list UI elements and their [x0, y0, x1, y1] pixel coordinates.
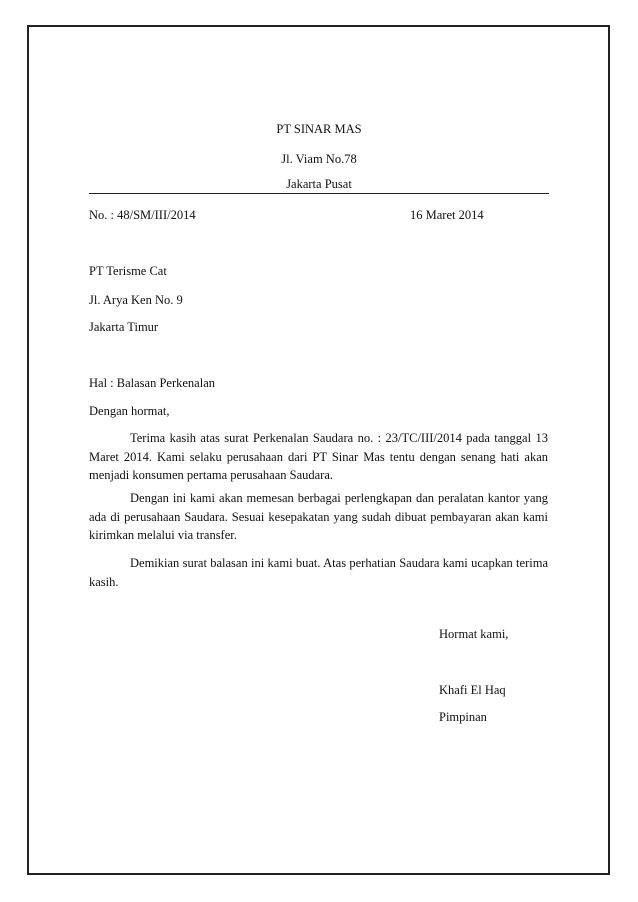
- recipient-name: PT Terisme Cat: [89, 264, 167, 278]
- body-paragraph: Terima kasih atas surat Perkenalan Saudara no. : 23/TC/III/2014 pada tanggal 13 Maret 2014. Kami selaku perusahaan dari PT Sinar Mas tentu dengan senang hati akan menjadi konsumen pertama perusahaan Saudara.: [89, 431, 548, 482]
- body-paragraph: Demikian surat balasan ini kami buat. Atas perhatian Saudara kami ucapkan terima kasih.: [89, 556, 548, 589]
- letterhead-street: Jl. Viam No.78: [281, 152, 357, 166]
- letterhead-company: PT SINAR MAS: [276, 122, 362, 136]
- closing-salutation: Hormat kami,: [439, 627, 509, 641]
- letterhead-city: Jakarta Pusat: [286, 177, 352, 191]
- letterhead-divider: [89, 193, 549, 194]
- letter-number: No. : 48/SM/III/2014: [89, 208, 196, 222]
- signer-title: Pimpinan: [439, 710, 487, 724]
- greeting: Dengan hormat,: [89, 404, 170, 418]
- body-paragraph: Dengan ini kami akan memesan berbagai perlengkapan dan peralatan kantor yang ada di perusahaan Saudara. Sesuai kesepakatan yang sudah dibuat pembayaran akan kami kirimkan melalui via transfer.: [89, 491, 548, 542]
- signer-name: Khafi El Haq: [439, 683, 506, 697]
- subject-line: Hal : Balasan Perkenalan: [89, 376, 215, 390]
- recipient-city: Jakarta Timur: [89, 320, 159, 334]
- recipient-street: Jl. Arya Ken No. 9: [89, 293, 183, 307]
- letter-date: 16 Maret 2014: [410, 208, 484, 222]
